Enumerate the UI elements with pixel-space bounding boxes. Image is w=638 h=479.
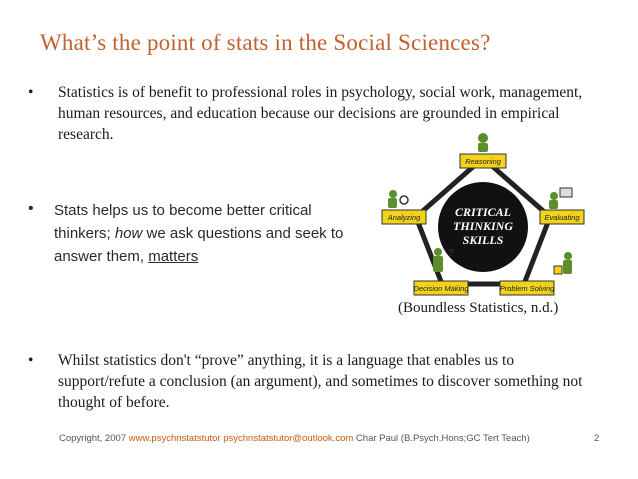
evaluating-label: Evaluating [544, 213, 580, 222]
critical-thinking-diagram [378, 132, 588, 302]
decision-making-label: Decision Making [413, 284, 469, 293]
page-number: 2 [594, 433, 600, 444]
bullet-text-underline: matters [148, 248, 199, 265]
image-citation: (Boundless Statistics, n.d.) [398, 300, 559, 316]
footer-copyright: Copyright, 2007 [59, 433, 129, 444]
center-label-line2: THINKING [452, 219, 514, 233]
bullet-text-emphasis: how [114, 225, 143, 242]
footer-site-link[interactable]: www.psychnstatstutor [128, 433, 221, 444]
center-label-line3: SKILLS [462, 233, 504, 247]
question-figure-icon [433, 248, 454, 272]
footer-email-link[interactable]: psychnstatstutor@outlook.com [223, 433, 354, 444]
bullet-text [54, 199, 358, 268]
bullet-text: Whilst statistics don't “prove” anything, it is a language that enables us to support/refute a conclusion (an argument), and sometimes to discover something not thought of before. [58, 352, 583, 411]
bullet-text-part1: Stats helps us to become better critical thinkers; [54, 202, 312, 242]
bullet-marker: • [28, 84, 34, 101]
reasoning-label: Reasoning [465, 157, 501, 166]
problem-solving-label: Problem Solving [499, 284, 555, 293]
bullet-critical-thinkers [28, 199, 358, 268]
slide-footer [59, 433, 619, 444]
analyzing-label: Analyzing [387, 213, 421, 222]
slide-title: What’s the point of stats in the Social Sciences? [40, 30, 491, 55]
svg-text:?: ? [448, 248, 455, 259]
bullet-text-part2: we ask questions and seek to answer them, [54, 225, 344, 265]
bullet-marker: • [28, 352, 34, 369]
thinker-figure-icon [478, 133, 488, 152]
bullet-marker: • [28, 200, 34, 217]
bullet-stats-language [28, 350, 588, 413]
puzzle-figure-icon [554, 252, 572, 274]
magnifier-figure-icon [388, 190, 408, 208]
center-label-line1: CRITICAL [454, 205, 512, 219]
computer-figure-icon [549, 188, 572, 209]
bullet-text: Statistics is of benefit to professional roles in psychology, social work, management, human resources, and education because our decisions are grounded in empirical research. [58, 84, 583, 143]
footer-author: Char Paul (B.Psych.Hons;GC Tert Teach) [355, 433, 530, 444]
